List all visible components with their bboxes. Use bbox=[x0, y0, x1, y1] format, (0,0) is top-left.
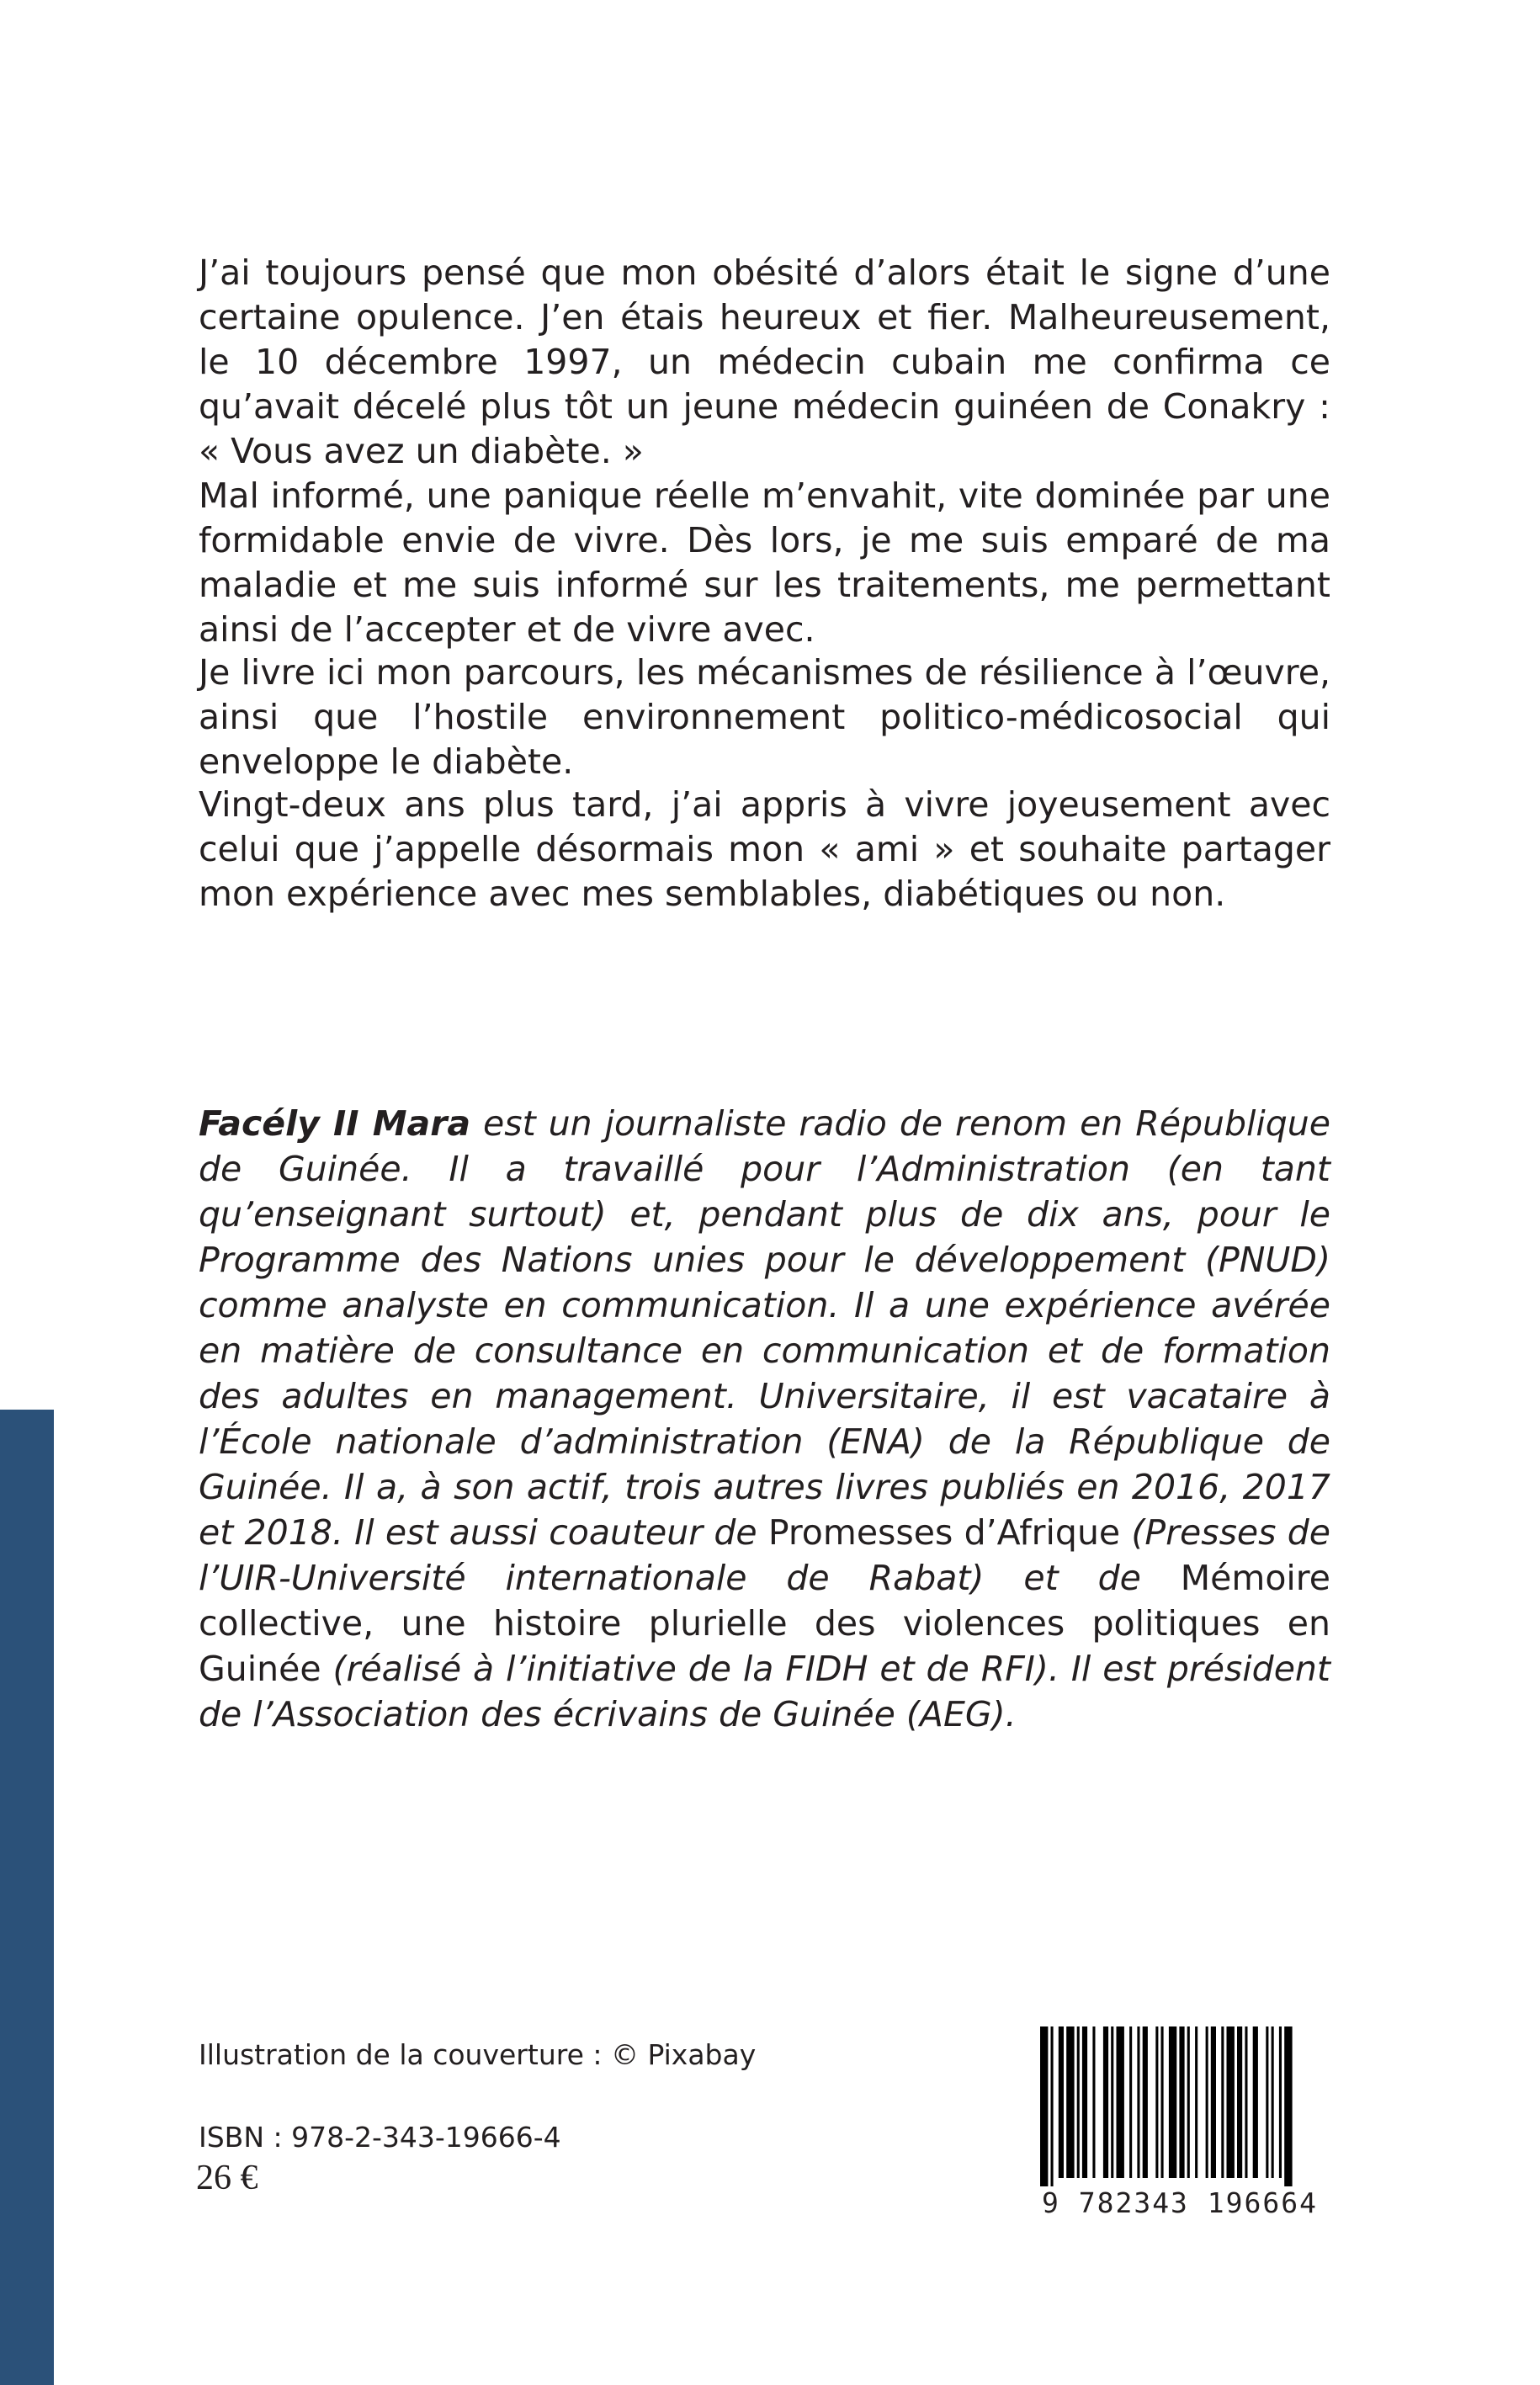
book-title-2: Mémoire collective, une histoire plurielle des violences politiques en Guinée bbox=[199, 1558, 1330, 1689]
barcode-bar bbox=[1155, 2026, 1158, 2178]
barcode-bars bbox=[1028, 2026, 1331, 2186]
bio-text-3: (réalisé à l’initiative de la FIDH et de RFI). Il est président de l’Association des écrivains de Guinée (AEG). bbox=[199, 1649, 1330, 1734]
barcode-bar bbox=[1143, 2026, 1148, 2178]
book-title-1: Promesses d’Afrique bbox=[767, 1512, 1121, 1553]
barcode-bar bbox=[1227, 2026, 1235, 2178]
barcode-bar bbox=[1117, 2026, 1124, 2178]
barcode-bar bbox=[1111, 2026, 1113, 2178]
barcode-bar bbox=[1040, 2026, 1048, 2186]
blurb-paragraph-4: Vingt-deux ans plus tard, j’ai appris à vivre joyeusement avec celui que j’appelle désormais mon « ami » et souhaite partager mon expérience avec mes semblables, diabétiques ou non. bbox=[199, 784, 1330, 914]
barcode bbox=[1028, 2026, 1331, 2220]
barcode-bar bbox=[1272, 2026, 1274, 2178]
barcode-bar bbox=[1211, 2026, 1216, 2178]
isbn: ISBN : 978-2-343-19666-4 bbox=[199, 2121, 561, 2154]
barcode-bar bbox=[1137, 2026, 1139, 2178]
barcode-bar bbox=[1051, 2026, 1054, 2186]
blurb-paragraph-3: Je livre ici mon parcours, les mécanismes de résilience à l’œuvre, ainsi que l’hostile environnement politico-médicosocial qui enveloppe le diabète. bbox=[199, 652, 1330, 782]
barcode-bar bbox=[1245, 2026, 1247, 2178]
bio-text-2: (Presses de l’UIR-Université internationale de Rabat) et de bbox=[199, 1512, 1331, 1598]
barcode-bar bbox=[1179, 2026, 1184, 2178]
barcode-bar bbox=[1195, 2026, 1197, 2178]
barcode-bar bbox=[1187, 2026, 1190, 2178]
barcode-digits: 9 782343 196664 bbox=[1041, 2186, 1318, 2219]
barcode-bar bbox=[1082, 2026, 1087, 2178]
author-bio bbox=[199, 1101, 1330, 1737]
barcode-bar bbox=[1284, 2026, 1292, 2186]
barcode-bar bbox=[1253, 2026, 1258, 2178]
barcode-bar bbox=[1279, 2026, 1282, 2178]
barcode-bar bbox=[1066, 2026, 1074, 2178]
barcode-bar bbox=[1161, 2026, 1164, 2178]
cover-side-bar bbox=[0, 1410, 54, 2385]
barcode-bar bbox=[1221, 2026, 1224, 2178]
barcode-bar bbox=[1077, 2026, 1080, 2178]
barcode-bar bbox=[1059, 2026, 1064, 2178]
blurb-paragraph-2: Mal informé, une panique réelle m’envahit, vite dominée par une formidable envie de vivre. Dès lors, je me suis emparé de ma maladie et me suis informé sur les traitements, me permettant ainsi de l’accepter et de vivre avec. bbox=[199, 475, 1330, 650]
barcode-bar bbox=[1237, 2026, 1242, 2178]
barcode-bar bbox=[1092, 2026, 1095, 2178]
barcode-bar bbox=[1169, 2026, 1176, 2178]
blurb-paragraph-1: J’ai toujours pensé que mon obésité d’alors était le signe d’une certaine opulence. J’en étais heureux et fier. Malheureusement, le 10 décembre 1997, un médecin cubain me confirma ce qu’avait décelé plus tôt un jeune médecin guinéen de Conakry : « Vous avez un diabète. » bbox=[199, 252, 1330, 471]
bio-text-1: est un journaliste radio de renom en République de Guinée. Il a travaillé pour l’Administration (en tant qu’enseignant surtout) et, pendant plus de dix ans, pour le Programme des Nations unies pour le développement (PNUD) comme analyste en communication. Il a une expérience avérée en matière de consultance en communication et de formation des adultes en management. Universitaire, il est vacataire à l’École nationale d’administration (ENA) de la République de Guinée. Il a, à son actif, trois autres livres publiés en 2016, 2017 et 2018. Il est aussi coauteur de bbox=[199, 1103, 1330, 1553]
barcode-bar bbox=[1103, 2026, 1108, 2178]
author-name: Facély II Mara bbox=[199, 1103, 471, 1144]
illustration-credit: Illustration de la couverture : © Pixabay bbox=[199, 2038, 757, 2071]
barcode-bar bbox=[1206, 2026, 1208, 2178]
barcode-bar bbox=[1266, 2026, 1268, 2178]
price: 26 € bbox=[196, 2159, 258, 2197]
barcode-bar bbox=[1129, 2026, 1132, 2178]
